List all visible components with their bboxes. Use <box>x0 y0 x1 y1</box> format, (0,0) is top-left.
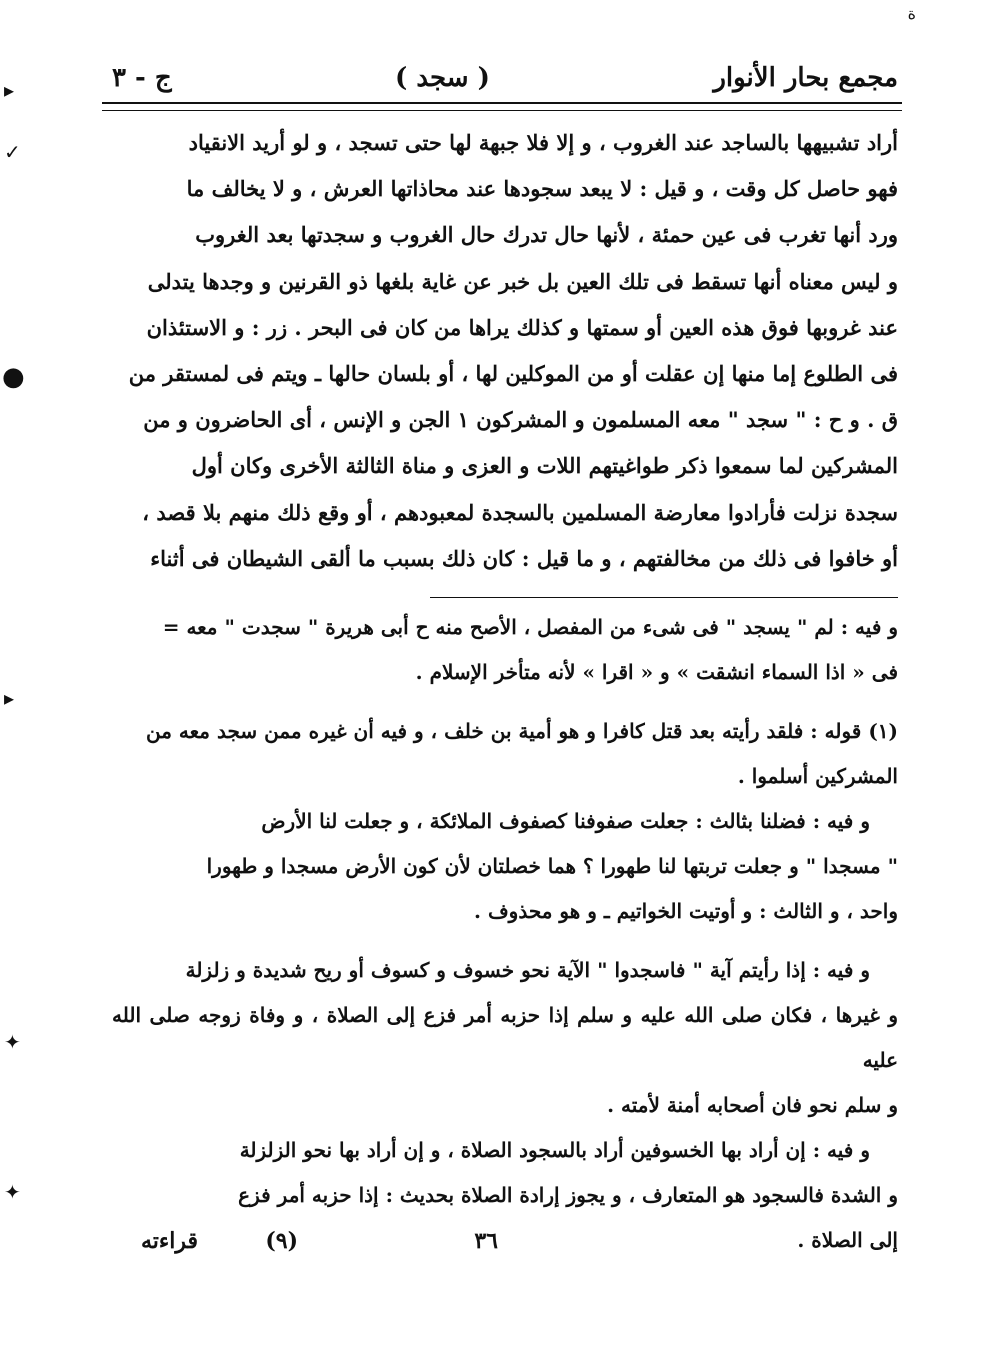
footnote-ayah-line1: و فيه : إذا رأيتم آية " فاسجدوا " الآية نحو خسوف و كسوف أو ريح شديدة و زلزلة <box>185 958 870 982</box>
footnote-khusuf-line3: إلى الصلاة . <box>797 1228 898 1252</box>
header-rule <box>102 102 902 111</box>
page-footer <box>112 1228 898 1268</box>
continuation-mark: = <box>162 615 180 639</box>
footnote-ayah-line3: و سلم نحو فان أصحابه أمنة لأمته . <box>607 1093 898 1117</box>
text-line: ورد أنها تغرب فى عين حمئة ، لأنها حال تدرك حال الغروب و سجدتها بعد الغروب <box>195 222 898 248</box>
text-line: فهو حاصل كل وقت ، و قيل : لا يبعد سجودها عند محاذاتها العرش ، و لا يخالف ما <box>186 176 898 202</box>
main-text <box>112 120 898 582</box>
text-line: أو خافوا فى ذلك من مخالفتهم ، و ما قيل : كان ذلك بسبب ما ألقى الشيطان فى أثناء <box>150 545 898 571</box>
footnote-khusuf-line2: و الشدة فالسجود هو المتعارف ، و يجوز إرادة الصلاة بحديث : إذا حزبه أمر فزع <box>238 1183 898 1207</box>
text-line: أراد تشبيهها بالساجد عند الغروب ، و إلا فلا جبهة لها حتى تسجد ، و لو أريد الانقياد <box>188 130 898 155</box>
text-line: فى الطلوع إما منها إن عقلت أو من الموكلين لها ، أو بلسان حالها ـ ويتم فى لمستقر من <box>128 361 898 387</box>
footnote-continuation <box>112 605 898 650</box>
binding-mark: ▸ <box>4 686 15 710</box>
catchword: قراءته <box>140 1228 198 1254</box>
text-line: و ليس معناه أنها تسقط فى تلك العين بل خبر عن غاية بلغها ذو القرنين و وجدها يتدلى <box>147 268 898 294</box>
footnote-ayah-line2: و غيرها ، فكان صلى الله عليه و سلم إذا حزبه أمر فزع إلى الصلاة ، و وفاة زوجه صلى الله عليه <box>112 1003 898 1072</box>
running-header <box>112 58 898 98</box>
footnote-khusuf-line1: و فيه : إن أراد بها الخسوفين أراد بالسجود الصلاة ، و إن أراد بها نحو الزلزلة <box>239 1138 870 1162</box>
binding-mark: ● <box>2 362 25 392</box>
corner-mark: ة <box>907 4 916 23</box>
footnote-rule <box>430 597 898 598</box>
signature-mark: (٩) <box>265 1228 298 1254</box>
footnotes-section <box>112 605 898 1263</box>
text-line: المشركين لما سمعوا ذكر طواغيتهم اللات و العزى و مناة الثالثة الأخرى وكان أول <box>191 453 898 479</box>
binding-mark: ✓ <box>4 140 21 164</box>
footnote-1-line1: (١) قوله : فلقد رأيته بعد قتل كافرا و هو أمية بن خلف ، و فيه أن غيره ممن سجد معه من <box>146 719 898 743</box>
entry-word: ( سجد ) <box>395 63 490 93</box>
page-number: ٣٦ <box>474 1228 498 1254</box>
footnote-eq-text: و فيه : لم " يسجد " فى شىء من المفصل ، الأصح منه ح أبى هريرة " سجدت " معه <box>186 615 898 639</box>
footnote-fadl-line2: " مسجدا " و جعلت تربتها لنا طهورا ؟ هما خصلتان لأن كون الأرض مسجدا و طهورا <box>206 854 898 878</box>
binding-mark: ✦ <box>4 1030 21 1054</box>
volume-number: ج - ٣ <box>112 63 172 93</box>
binding-mark: ▸ <box>4 78 15 102</box>
text-line: عند غروبها فوق هذه العين أو سمتها و كذلك يراها من كان فى البحر . زر : و الاستئذان <box>146 314 898 340</box>
book-title: مجمع بحار الأنوار <box>713 63 898 93</box>
footnote-fadl-line1: و فيه : فضلنا بثالث : جعلت صفوفنا كصفوف الملائكة ، و جعلت لنا الأرض <box>261 809 870 833</box>
footnote-fadl-line3: واحد ، و الثالث : و أوتيت الخواتيم ـ و هو محذوف . <box>474 899 898 923</box>
binding-mark: ✦ <box>4 1180 21 1204</box>
text-line: ق . و ح : " سجد " معه المسلمون و المشركون ١ الجن و الإنس ، أى الحاضرون و من <box>143 407 898 433</box>
footnote-1-line2: المشركين أسلموا . <box>737 764 898 788</box>
footnote-continuation-line2: فى « اذا السماء انشقت » و « اقرا » لأنه متأخر الإسلام . <box>415 660 898 684</box>
text-line: سجدة نزلت فأرادوا معارضة المسلمين بالسجدة لمعبودهم ، أو وقع ذلك منهم بلا قصد ، <box>142 499 898 525</box>
